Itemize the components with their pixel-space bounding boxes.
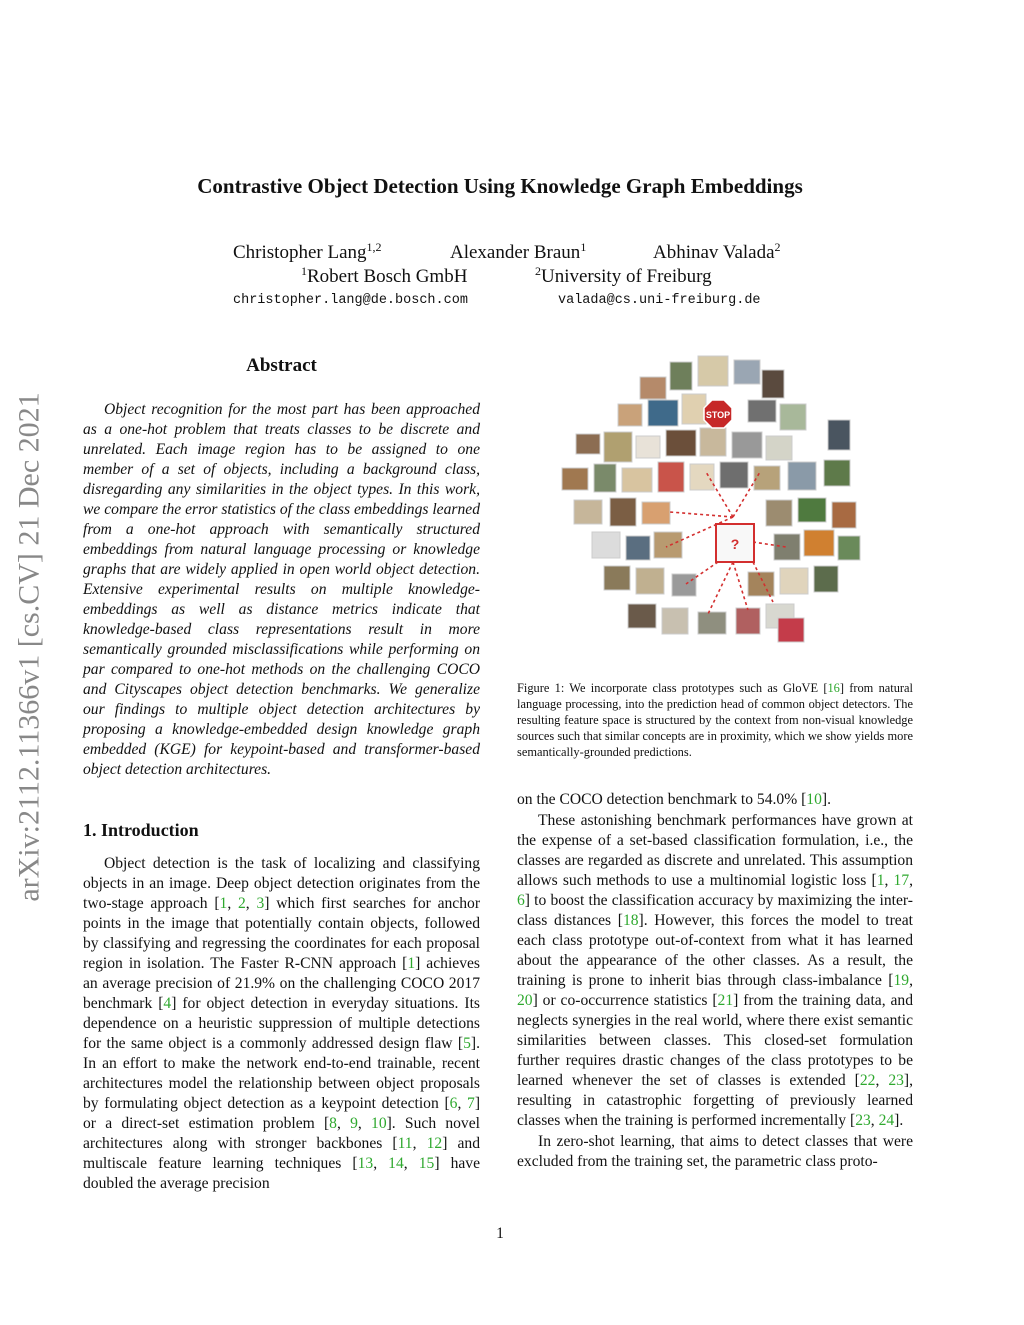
citation[interactable]: 1 — [407, 955, 416, 972]
citation[interactable]: 5 — [463, 1035, 471, 1052]
citation[interactable]: 8 — [329, 1115, 337, 1132]
abstract-heading: Abstract — [246, 355, 317, 376]
arxiv-identifier: arXiv:2112.11366v1 [cs.CV] 21 Dec 2021 — [13, 392, 47, 902]
citation[interactable]: 6 — [517, 892, 525, 909]
citation[interactable]: 22 — [859, 1072, 876, 1089]
author-3: Abhinav Valada$^2$ — [653, 240, 781, 263]
arxiv-sidebar — [10, 352, 50, 942]
citation[interactable]: 7 — [467, 1095, 475, 1112]
author-1: Christopher Lang$^{1,2}$ — [233, 240, 382, 263]
citation[interactable]: 19 — [893, 972, 910, 989]
citation[interactable]: 10 — [371, 1115, 387, 1132]
citation[interactable]: 20 — [517, 992, 533, 1009]
page-number: 1 — [496, 1225, 504, 1242]
intro-paragraph: Object detection is the task of localizing and classifying objects in an image. Deep object detection originates from the two-stage approach [1, 2, 3] which first searches for anchor points in the image that potentially contain objects, followed by classifying and regressing the coordinates for each proposal region in isolation. The Faster R-CNN approach [1] achieves an average precision of 21.9% on the challenging COCO 2017 benchmark [4] for object detection in everyday situations. Its dependence on a heuristic suppression of multiple detections for the same object is a commonly addressed design flaw [5]. In an effort to make the network end-to-end trainable, recent architectures model the relationship between object proposals by formulating object detection as a keypoint detection [6, 7] or a direct-set estimation problem [8, 9, 10]. Such novel architectures along with stronger backbones [11, 12] and multiscale feature learning techniques [13, 14, 15] have doubled the average precision — [83, 855, 481, 1192]
paragraph-zero-shot: In zero-shot learning, that aims to detect classes that were excluded from the training set, the parametric class proto- — [517, 1133, 913, 1170]
abstract-text: Object recognition for the most part has been approached as a one-hot problem that treats classes to be discrete and unrelated. Each image region has to be assigned to one member of a set of objects, including a background class, disregarding any similarities in the object types. In this work, we compare the error statistics of the class embeddings learned from a one-hot approach with semantically structured embeddings from natural language processing or knowledge graphs that are widely applied in open world object detection. Extensive experimental results on multiple knowledge-embeddings as well as distance metrics indicate that knowledge-based class representations result in more semantically grounded misclassifications while performing on par compared to one-hot methods on the challenging COCO and Cityscapes object detection benchmarks. We generalize our findings to multiple object detection architectures by proposing a knowledge-embedded design knowledge graph embedded (KGE) for keypoint-based and transformer-based object detection architectures. — [83, 401, 480, 778]
stop-sign-icon — [704, 400, 732, 428]
citation[interactable]: 23 — [888, 1072, 904, 1089]
citation[interactable]: 23 — [855, 1112, 871, 1129]
citation[interactable]: 14 — [388, 1155, 404, 1172]
citation[interactable]: 2 — [238, 895, 246, 912]
citation[interactable]: 18 — [622, 912, 639, 929]
query-mark: ? — [730, 536, 740, 552]
citation[interactable]: 15 — [418, 1155, 435, 1172]
affiliation-1: $^1$Robert Bosch GmbH — [301, 264, 468, 287]
citation[interactable]: 6 — [449, 1095, 458, 1112]
citation[interactable]: 1 — [219, 895, 228, 912]
paragraph-continuation: on the COCO detection benchmark to 54.0% [10]. — [517, 791, 831, 808]
paper-title: Contrastive Object Detection Using Knowledge Graph Embeddings — [197, 174, 803, 198]
citation[interactable]: 24 — [878, 1112, 895, 1129]
intro-heading: 1. Introduction — [83, 820, 199, 840]
intro-body — [83, 854, 480, 1194]
email-2[interactable]: valada@cs.uni-freiburg.de — [558, 293, 761, 308]
right-column-body — [517, 790, 913, 1172]
citation[interactable]: 1 — [876, 872, 885, 889]
affiliation-2: $^2$University of Freiburg — [535, 264, 712, 287]
paragraph-set-based: These astonishing benchmark performances have grown at the expense of a set-based classification formulation, i.e., the classes are regarded as discrete and unrelated. This assumption allows such methods to use a multinomial logistic loss [1, 17, 6] to boost the classification accuracy by maximizing the inter-class distances [18]. However, this forces the model to treat each class prototype out-of-context from what it has learned about the appearance of the other classes. As a result, the training is prone to inherit bias through class-imbalance [19, 20] or co-occurrence statistics [21] from the training data, and neglects synergies in the real world, where there exist semantic similarities between classes. This closed-set formulation further requires drastic changes of the class prototypes to be learned whenever the set of classes is extended [22, 23], resulting in catastrophic forgetting of previously learned classes when the training is performed incrementally [23, 24]. — [517, 812, 914, 1129]
citation[interactable]: 21 — [717, 992, 734, 1009]
citation[interactable]: 13 — [357, 1155, 374, 1172]
figure-1-caption: Figure 1: We incorporate class prototypes such as GloVE [16] from natural language processing, into the prediction head of common object detectors. The resulting feature space is structured by the context from non-visual knowledge sources such that similar concepts are in proximity, which we show yields more semantically-grounded predictions. — [517, 681, 913, 759]
figure-1-image — [548, 352, 888, 667]
citation[interactable]: 9 — [350, 1115, 358, 1132]
stop-sign-text: STOP — [705, 410, 731, 420]
citation[interactable]: 16 — [827, 681, 840, 695]
author-2: Alexander Braun$^1$ — [450, 240, 587, 263]
citation[interactable]: 3 — [256, 895, 265, 912]
citation[interactable]: 11 — [397, 1135, 413, 1152]
citation[interactable]: 10 — [806, 791, 822, 808]
citation[interactable]: 12 — [426, 1135, 443, 1152]
image-collage — [562, 356, 860, 642]
citation[interactable]: 4 — [163, 995, 172, 1012]
email-1[interactable]: christopher.lang@de.bosch.com — [233, 293, 468, 308]
citation[interactable]: 17 — [893, 872, 910, 889]
